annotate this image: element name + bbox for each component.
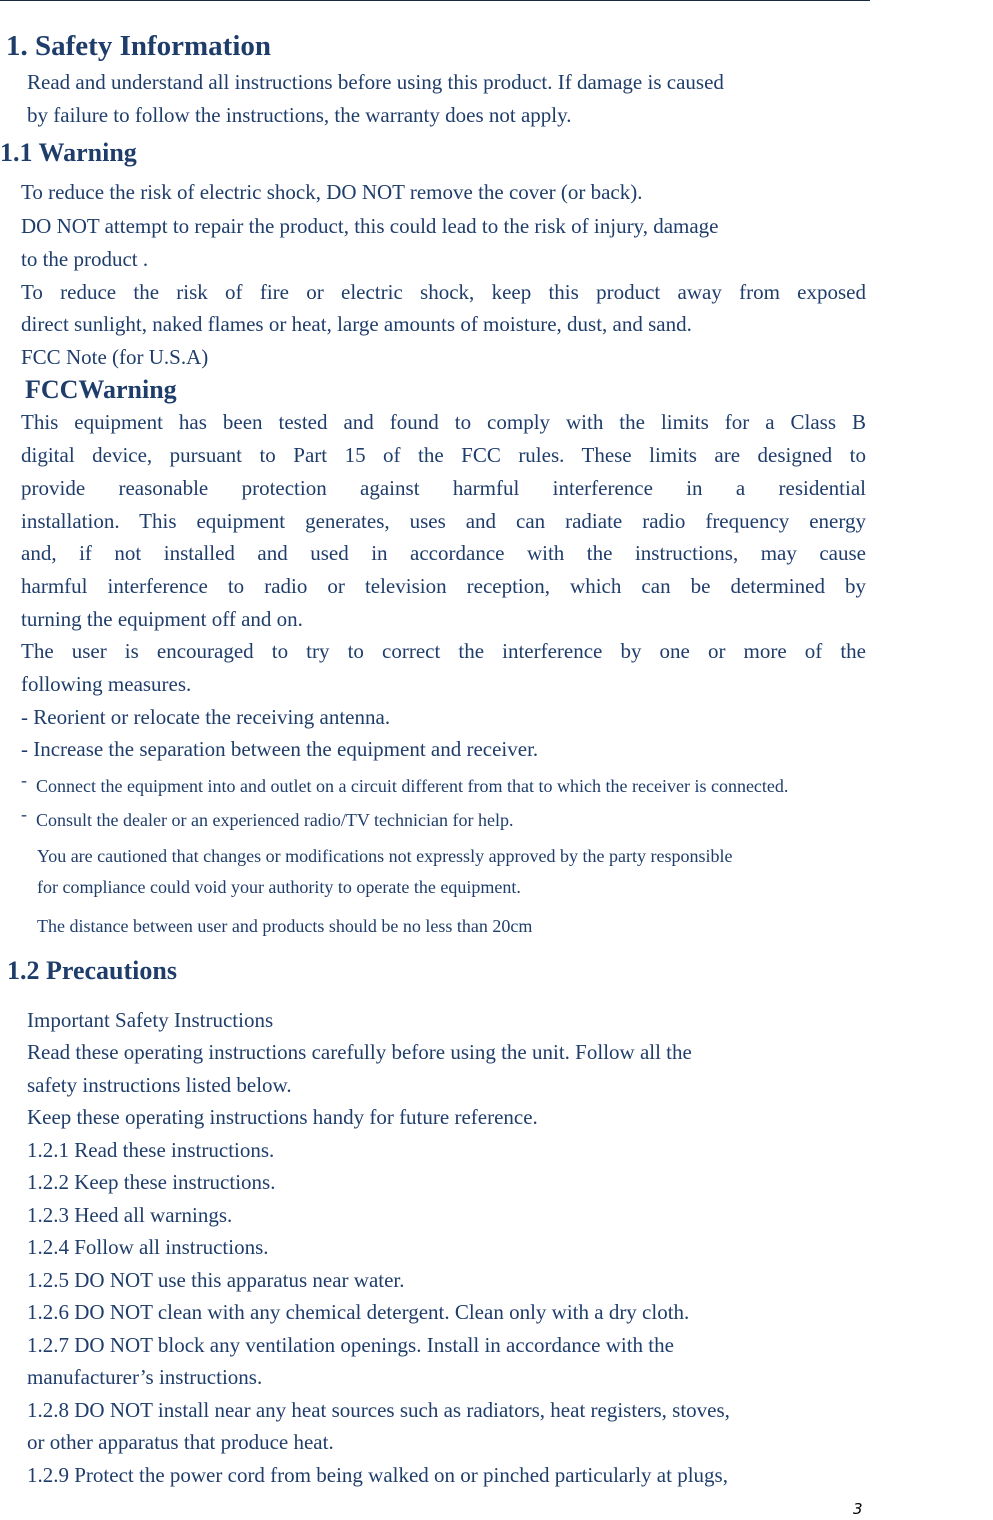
- fcc-line: and, if not installed and used in accordance with the instructions, may cause: [21, 541, 866, 565]
- fcc-warning-heading: FCCWarning: [25, 375, 177, 404]
- warning-line: to the product .: [21, 247, 149, 271]
- warning-line: DO NOT attempt to repair the product, this could lead to the risk of injury, damage: [21, 214, 719, 238]
- fcc-line: This equipment has been tested and found to comply with the limits for a Class B: [21, 410, 866, 434]
- precaution-item: 1.2.9 Protect the power cord from being walked on or pinched particularly at plugs,: [27, 1463, 728, 1487]
- precaution-line: Read these operating instructions carefully before using the unit. Follow all the: [27, 1040, 692, 1064]
- dash-marker: -: [21, 804, 27, 824]
- precaution-item: 1.2.1 Read these instructions.: [27, 1138, 275, 1162]
- fcc-line: following measures.: [21, 672, 192, 696]
- precaution-item: 1.2.3 Heed all warnings.: [27, 1203, 233, 1227]
- fcc-line: turning the equipment off and on.: [21, 607, 303, 631]
- section-heading-safety-information: 1. Safety Information: [6, 30, 272, 62]
- measure-item: - Increase the separation between the equipment and receiver.: [21, 737, 539, 761]
- fcc-line: The user is encouraged to try to correct the interference by one or more of the: [21, 639, 866, 663]
- precaution-item: or other apparatus that produce heat.: [27, 1430, 334, 1454]
- measure-item: - Reorient or relocate the receiving antenna.: [21, 705, 391, 729]
- fcc-note-label: FCC Note (for U.S.A): [21, 345, 209, 369]
- precaution-item: 1.2.6 DO NOT clean with any chemical detergent. Clean only with a dry cloth.: [27, 1300, 690, 1324]
- warning-line: To reduce the risk of fire or electric shock, keep this product away from exposed: [21, 280, 866, 304]
- fcc-line: harmful interference to radio or television reception, which can be determined by: [21, 574, 866, 598]
- measure-item-small: Connect the equipment into and outlet on a circuit different from that to which the receiver is connected.: [36, 776, 789, 796]
- top-rule: [0, 0, 870, 1]
- precaution-line: Important Safety Instructions: [27, 1008, 274, 1032]
- precaution-item: 1.2.2 Keep these instructions.: [27, 1170, 276, 1194]
- precaution-line: safety instructions listed below.: [27, 1073, 292, 1097]
- precaution-item: 1.2.5 DO NOT use this apparatus near water.: [27, 1268, 405, 1292]
- warning-line: direct sunlight, naked flames or heat, large amounts of moisture, dust, and sand.: [21, 312, 692, 336]
- precaution-item: manufacturer’s instructions.: [27, 1365, 263, 1389]
- section-heading-warning: 1.1 Warning: [0, 138, 137, 167]
- dash-marker: -: [21, 770, 27, 790]
- fcc-line: digital device, pursuant to Part 15 of the FCC rules. These limits are designed to: [21, 443, 866, 467]
- warning-line: To reduce the risk of electric shock, DO NOT remove the cover (or back).: [21, 180, 643, 204]
- section-heading-precautions: 1.2 Precautions: [7, 956, 177, 985]
- fcc-line: installation. This equipment generates, uses and can radiate radio frequency energy: [21, 509, 866, 533]
- fcc-line: provide reasonable protection against harmful interference in a residential: [21, 476, 866, 500]
- intro-line: Read and understand all instructions before using this product. If damage is caused: [27, 70, 724, 94]
- intro-line: by failure to follow the instructions, the warranty does not apply.: [27, 103, 572, 127]
- precaution-item: 1.2.4 Follow all instructions.: [27, 1235, 269, 1259]
- precaution-item: 1.2.7 DO NOT block any ventilation openings. Install in accordance with the: [27, 1333, 674, 1357]
- caution-line: for compliance could void your authority to operate the equipment.: [37, 877, 521, 897]
- precaution-line: Keep these operating instructions handy for future reference.: [27, 1105, 538, 1129]
- precaution-item: 1.2.8 DO NOT install near any heat sources such as radiators, heat registers, stoves,: [27, 1398, 730, 1422]
- measure-item-small: Consult the dealer or an experienced radio/TV technician for help.: [36, 810, 514, 830]
- page-number: 3: [853, 1500, 863, 1518]
- caution-line: You are cautioned that changes or modifications not expressly approved by the party responsible: [37, 846, 733, 866]
- distance-note: The distance between user and products should be no less than 20cm: [37, 916, 533, 936]
